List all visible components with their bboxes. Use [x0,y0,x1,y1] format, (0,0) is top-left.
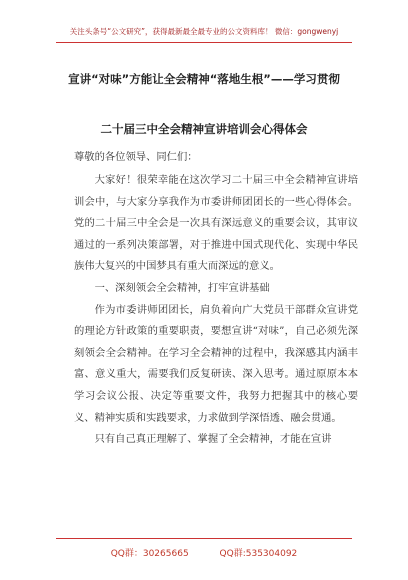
footer-qq-group-1: QQ群：30265665 [110,549,189,559]
paragraph-section1: 作为市委讲师团团长，肩负着向广大党员干部群众宣讲党的理论方针政策的重要职责，要想宣讲“对味”，自己必须先深刻领会全会精神。在学习全会精神的过程中，我深感其内涵丰富、意义重大，需要我们反复研读、深入思考。通过原原本本学习会议公报、决定等重要文件，我努力把握其中的核心要义、精神实质和实践要求，力求做到学深悟透、融会贯通。 [74,303,358,424]
header-divider [56,42,352,43]
paragraph-intro: 大家好！很荣幸能在这次学习二十届三中全会精神宣讲培训会中，与大家分享我作为市委讲师团团长的一些心得体会。党的二十届三中全会是一次具有深远意义的重要会议，其审议通过的一系列决策部署，对于推进中国式现代化、实现中华民族伟大复兴的中国梦具有重大而深远的意义。 [74,174,358,273]
salutation: 尊敬的各位领导、同仁们： [74,151,198,163]
document-title-line-1: 宣讲“对味”方能让全会精神“落地生根”——学习贯彻 [68,72,340,86]
paragraph-continued: 只有自己真正理解了、掌握了全会精神，才能在宣讲 [94,433,332,446]
footer-divider [56,538,352,539]
footer-contact [0,546,408,559]
section-heading-1: 一、深刻领会全会精神，打牢宣讲基础 [94,281,270,294]
document-title-line-2: 二十届三中全会精神宣讲培训会心得体会 [100,122,308,136]
footer-qq-group-2: QQ群:535304092 [219,549,298,559]
document-body [74,170,358,451]
header-promo-note: 关注头条号“公文研究”，获得最新最全最专业的公文资料库！ 微信：gongwenyj [69,27,339,36]
